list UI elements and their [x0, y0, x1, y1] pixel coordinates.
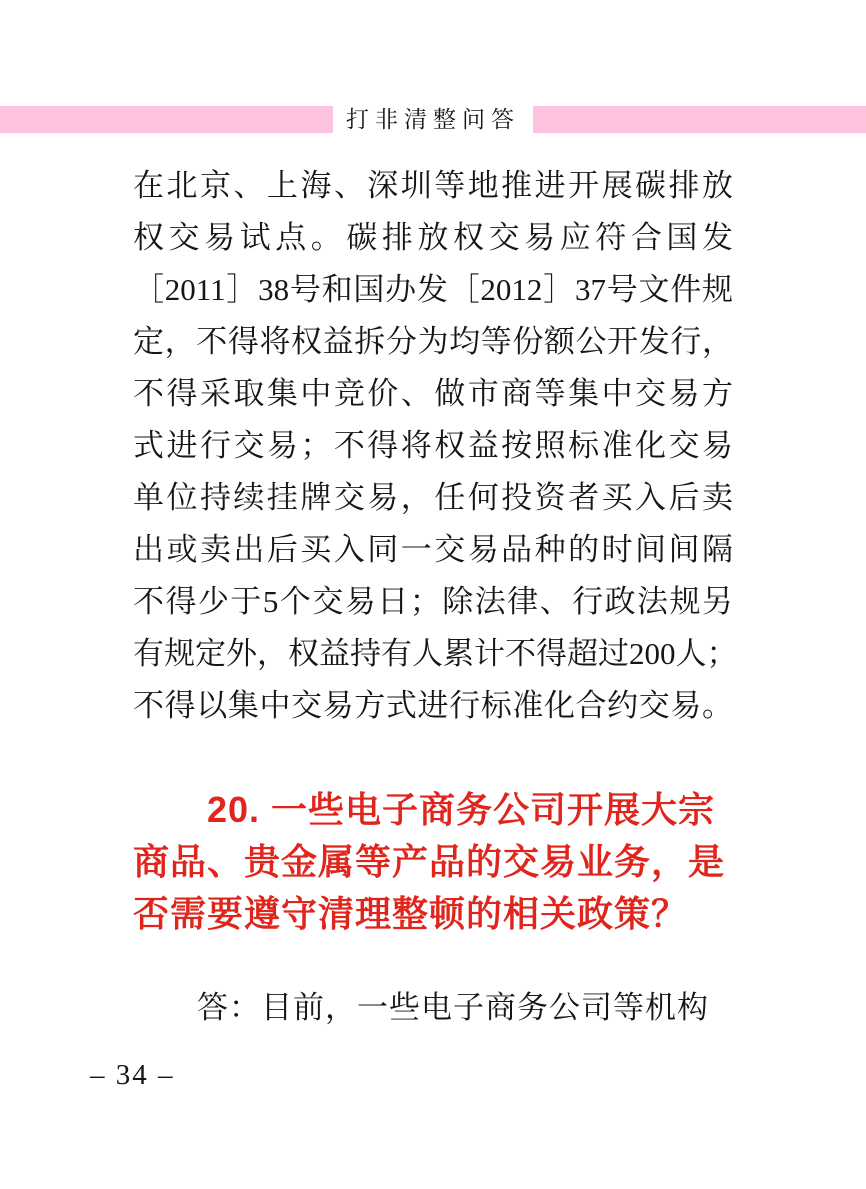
body-line: 单位持续挂牌交易，任何投资者买入后卖	[133, 480, 733, 515]
body-line: ［2011］38号和国办发［2012］37号文件规	[133, 272, 733, 307]
question-line: 否需要遵守清理整顿的相关政策？	[133, 893, 689, 934]
body-line: 不得以集中交易方式进行标准化合约交易。	[133, 688, 733, 723]
body-line: 出或卖出后买入同一交易品种的时间间隔	[133, 532, 733, 567]
answer-paragraph: 答：目前，一些电子商务公司等机构	[197, 990, 709, 1025]
question-heading	[133, 784, 745, 940]
header-band-right	[533, 106, 866, 133]
page-number: – 34 –	[90, 1059, 175, 1091]
body-line: 权交易试点。碳排放权交易应符合国发	[133, 220, 733, 255]
body-line: 在北京、上海、深圳等地推进开展碳排放	[133, 168, 733, 203]
body-line: 定，不得将权益拆分为均等份额公开发行，	[133, 324, 733, 359]
body-line: 不得少于5个交易日；除法律、行政法规另	[133, 584, 733, 619]
body-line: 式进行交易；不得将权益按照标准化交易	[133, 428, 733, 463]
running-head-title: 打非清整问答	[333, 106, 533, 133]
body-line: 不得采取集中竞价、做市商等集中交易方	[133, 376, 733, 411]
header-band-left	[0, 106, 333, 133]
body-paragraph	[133, 160, 738, 732]
question-line: 20. 一些电子商务公司开展大宗	[207, 789, 716, 830]
question-line: 商品、贵金属等产品的交易业务，是	[133, 841, 726, 882]
running-head	[0, 106, 866, 133]
body-line: 有规定外，权益持有人累计不得超过200人；	[133, 636, 738, 671]
